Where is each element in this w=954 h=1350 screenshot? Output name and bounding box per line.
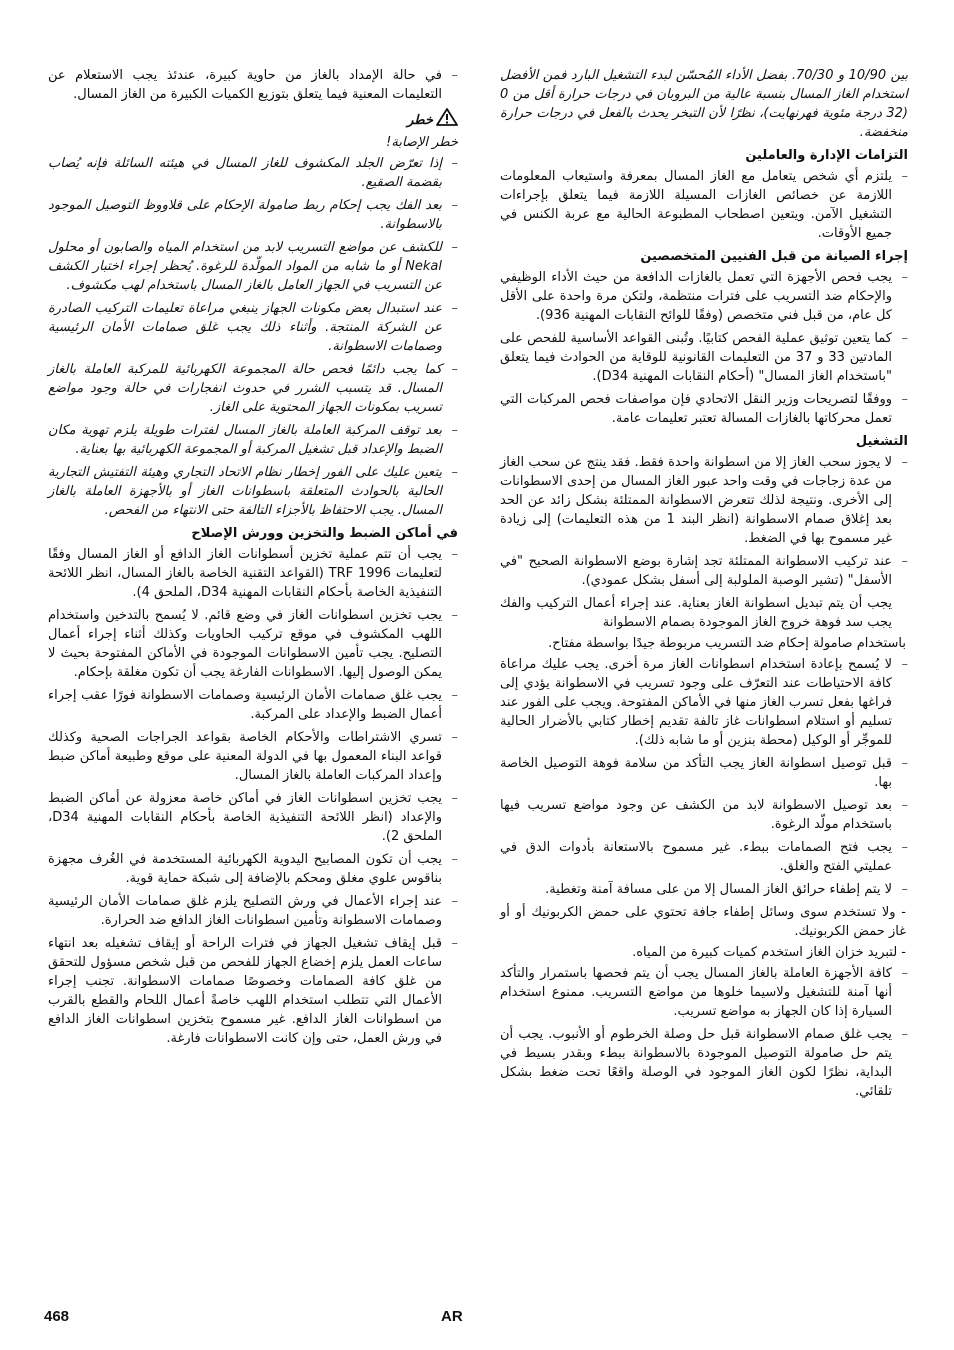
list-item: – عند إجراء الأعمال في ورش التصليح يلزم غلق صمامات الأمان الرئيسية وصمامات الاسطوانة وتأمين اسطوانات الغاز الدافع ضد الحرارة.	[48, 894, 458, 928]
list-item: – يلتزم أي شخص يتعامل مع الغاز المسال بمعرفة واستيعاب المعلومات اللازمة عن خصائص الغازات المسيلة اللازمة فيما يتعلق بإجراءات التشغيل الآمن. ويتعين اصطحاب المطبوعة الحالية مع عربة الكنس في جميع الأوقات.	[500, 169, 908, 241]
danger-subtitle: خطر الإصابة!	[386, 135, 458, 150]
warning-triangle-icon	[436, 108, 458, 133]
dash-bullet: –	[451, 791, 458, 806]
list-item: – للكشف عن مواضع التسريب لابد من استخدام المياه والصابون أو محلول Nekal أو ما شابه من المواد المولّدة للرغوة. يُحظر إجراء اختبار الكشف عن التسريب في الجهاز العامل بالغاز المسال باستخدام لهب مكشوف.	[48, 240, 458, 293]
dash-bullet: –	[451, 240, 458, 255]
intro-paragraph: بين 10/90 و 70/30. بفضل الأداء المُحسّن لبدء التشغيل البارد فمن الأفضل استخدام الغاز المسال بنسبة عالية من البروبان في درجات حرارة أقل من 0 (32 درجة مئوية فهرنهايت)، نظرًا لأن التبخر يحدث بالفعل في درجات حرارة منخفضة.	[500, 68, 908, 140]
dash-bullet: –	[901, 169, 908, 184]
maintenance-list	[500, 268, 908, 428]
cooling-note: - لتبريد خزان الغاز استخدم كميات كبيرة من المياه.	[632, 945, 906, 960]
operation-list-3	[500, 964, 908, 1101]
dash-bullet: –	[901, 756, 908, 771]
list-item: – كما يتعين توثيق عملية الفحص كتابيًا. وتُبنى القواعد الأساسية للفحص على المادتين 33 و 37 من التعليمات القانونية للوقاية من الحوادث فيما يتعلق "باستخدام الغاز المسال" (أحكام النقابات المهنية D34).	[500, 331, 908, 384]
list-item: – بعد الفك يجب إحكام ربط صامولة الإحكام على قلاووظ التوصيل الموجود بالاسطوانة.	[48, 198, 458, 232]
dash-bullet: –	[451, 198, 458, 213]
dash-bullet: –	[901, 882, 908, 897]
list-item: – إذا تعرّض الجلد المكشوف للغاز المسال في هيئته السائلة فإنه يُصاب بقضمة الصقيع.	[48, 156, 458, 190]
dash-bullet: –	[901, 392, 908, 407]
list-item: – يتعين عليك على الفور إخطار نظام الاتحاد التجاري وهيئة التفتيش التجارية الحالية بالحوادث المتعلقة باسطوانات الغاز أو بالأجهزة العاملة بالغاز المسال. يجب الاحتفاظ بالأجزاء التالفة حتى الانتهاء من الفحص.	[48, 465, 458, 518]
dash-bullet: –	[901, 554, 908, 569]
list-item: – تسري الاشتراطات والأحكام الخاصة بقواعد الجراجات الصحية وكذلك قواعد البناء المعمول بها في الدولة المعنية على موقع وطبيعة أماكن ضبط وإعداد المركبات العاملة بالغاز المسال.	[48, 730, 458, 783]
list-item: – في حالة الإمداد بالغاز من حاوية كبيرة، عندئذ يجب الاستعلام عن التعليمات المعنية فيما يتعلق بتوزيع الكميات الكبيرة من الغاز المسال.	[48, 68, 458, 102]
dash-bullet: –	[901, 966, 908, 981]
dash-bullet: –	[451, 936, 458, 951]
dash-bullet: –	[901, 331, 908, 346]
obligations-list	[500, 167, 908, 243]
dash-bullet: –	[901, 1027, 908, 1042]
operation-list	[500, 453, 908, 590]
list-item: – لا يجوز سحب الغاز إلا من اسطوانة واحدة فقط. فقد ينتج عن سحب الغاز من عدة زجاجات في وقت واحد عبور الغاز المسال من إحدى الاسطوانات إلى الأخرى. ونتيجة لذلك تتعرض الاسطوانة الممتلئة بشكل زائد عن الحد بعد إغلاق صمام الاسطوانة (انظر البند 1 من هذه التعليمات) إلى زيادة غير مسموح بها في الضغط.	[500, 455, 908, 546]
dash-bullet: –	[901, 455, 908, 470]
extinguish-note: - ولا تستخدم سوى وسائل إطفاء جافة تحتوي على حمض الكربونيك أو أو غاز حمض الكربونيك.	[500, 905, 906, 939]
danger-heading	[48, 108, 458, 133]
dash-bullet: –	[451, 465, 458, 480]
list-item: – يجب فحص الأجهزة التي تعمل بالغازات الدافعة من حيث الأداء الوظيفي والإحكام ضد التسريب على فترات منتظمة، ولتكن مرة واحدة على الأقل كل عام، من قبل فني متخصص (وفقًا للوائح النقابات المهنية 936).	[500, 270, 908, 323]
list-item: – يجب أن تكون المصابيح اليدوية الكهربائية المستخدمة في الغُرف مجهزة بناقوس علوي مغلق ومحكم بالإضافة إلى شبكة حماية قوية.	[48, 852, 458, 886]
obligations-heading: التزامات الإدارة والعاملين	[745, 148, 908, 163]
dash-bullet: –	[451, 852, 458, 867]
list-item: – يجب فتح الصمامات ببطء. غير مسموح بالاستعانة بأدوات الدق في عمليتي الفتح والغلق.	[500, 840, 908, 874]
dash-bullet: –	[451, 608, 458, 623]
maintenance-heading: إجراء الصيانة من قبل الفنيين المتخصصين	[640, 249, 908, 264]
page-number: 468	[44, 1308, 70, 1325]
dash-bullet: –	[451, 730, 458, 745]
list-item: – عند استبدال بعض مكونات الجهاز ينبغي مراعاة تعليمات التركيب الصادرة عن الشركة المنتجة. وأثناء ذلك يجب غلق صمامات الأمان الرئيسية وصمامات الاسطوانة.	[48, 301, 458, 354]
list-item: – عند تركيب الاسطوانة الممتلئة تجد إشارة بوضع الاسطوانة الصحيح "في الأسفل" (تشير الوصبة الملولبة إلى أسفل بشكل عمودي).	[500, 554, 908, 588]
intro-list	[48, 66, 458, 104]
dash-bullet: –	[901, 798, 908, 813]
operation-heading: التشغيل	[855, 434, 908, 449]
operation-paragraph: يجب أن يتم تبديل اسطوانة الغاز بعناية. عند إجراء أعمال التركيب والفك يجب سد فوهة خروج الغاز الموجودة بصمام الاسطوانة	[500, 596, 892, 630]
list-item: – بعد توقف المركبة العاملة بالغاز المسال لفترات طويلة يلزم تهوية مكان الضبط والإعداد قبل تشغيل المركبة أو المجموعة الكهربائية بها بعناية.	[48, 423, 458, 457]
dash-bullet: –	[451, 362, 458, 377]
list-item: – يجب أن تتم عملية تخزين أسطوانات الغاز الدافع أو الغاز المسال وفقًا لتعليمات TRF 1996 (القواعد التقنية الخاصة بالغاز المسال، انظر اللائحة التنفيذية الخاصة بأحكام النقابات المهنية D34، الملحق 4).	[48, 547, 458, 600]
dash-bullet: –	[451, 68, 458, 83]
storage-heading: في أماكن الضبط والتخزين وورش الإصلاح	[191, 526, 458, 541]
danger-title: خطر	[407, 112, 433, 128]
list-item: – يجب غلق صمامات الأمان الرئيسية وصمامات الاسطوانة فورًا عقب إجراء أعمال الضبط والإعداد على المركبة.	[48, 688, 458, 722]
list-item: – يجب تخزين اسطوانات الغاز في وضع قائم. لا يُسمح بالتدخين واستخدام اللهب المكشوف في موقع تركيب الحاويات وكذلك أثناء إجراء أعمال التصليح. يجب تأمين الاسطوانات الموجودة في الأماكن المفتوحة بحيث لا يمكن الوصول إليها. الاسطوانات الفارغة يجب أن تكون مغلقة بإحكام.	[48, 608, 458, 680]
dash-bullet: –	[451, 156, 458, 171]
dash-bullet: –	[451, 688, 458, 703]
list-item: – لا يتم إطفاء حرائق الغاز المسال إلا من على مسافة آمنة وتغطية.	[545, 882, 908, 897]
danger-list	[48, 154, 458, 520]
language-code: AR	[441, 1308, 463, 1325]
list-item: – كافة الأجهزة العاملة بالغاز المسال يجب أن يتم فحصها باستمرار والتأكد أنها آمنة للتشغيل ولاسيما خلوها من مواضع التسريب. ممنوع استخدام السيارة إذا كان الجهاز به مواضع تسريب.	[500, 966, 908, 1019]
list-item: – يجب تخزين اسطوانات الغاز في أماكن خاصة معزولة عن أماكن الضبط والإعداد (انظر اللائحة التنفيذية الخاصة بأحكام النقابات المهنية D34، الملحق 2).	[48, 791, 458, 844]
operation-list-2	[500, 655, 908, 899]
list-item: – كما يجب دائمًا فحص حالة المجموعة الكهربائية للمركبة العاملة بالغاز المسال. قد يتسبب الشرر في حدوث انفجارات في حالة وجود مواضع تسريب بمكونات الجهاز المحتوية على الغاز.	[48, 362, 458, 415]
dash-bullet: –	[451, 423, 458, 438]
left-column	[48, 66, 458, 1052]
list-item: – قبل إيقاف تشغيل الجهاز في فترات الراحة أو إيقاف تشغيله بعد انتهاء ساعات العمل يلزم إخضاع الجهاز للفحص من قبل شخص مسؤول للتحقق من غلق كافة الصمامات وخصوصًا صمامات الاسطوانة. تجنب إجراء الأعمال التي تتطلب استخدام اللهب خاصةً أعمال اللحام والقطع بالقرب من اسطوانات الغاز الدافع. غير مسموح بتخزين اسطوانات الغاز الدافع في ورش العمل، حتى وإن كانت الاسطوانات فارغة.	[48, 936, 458, 1046]
list-item: – قبل توصيل اسطوانة الغاز يجب التأكد من سلامة فوهة التوصيل الخاصة بها.	[500, 756, 908, 790]
dash-bullet: –	[901, 840, 908, 855]
dash-bullet: –	[451, 894, 458, 909]
list-item: – بعد توصيل الاسطوانة لابد من الكشف عن وجود مواضع تسريب فيها باستخدام مولّد الرغوة.	[500, 798, 908, 832]
dash-bullet: –	[451, 301, 458, 316]
dash-bullet: –	[901, 657, 908, 672]
operation-paragraph-end: باستخدام صامولة إحكام ضد التسريب مربوطة جيدًا بواسطة مفتاح.	[548, 636, 906, 651]
storage-list	[48, 545, 458, 1048]
list-item: – ووفقًا لتصريحات وزير النقل الاتحادي فإن مواصفات فحص المركبات التي تعمل محركاتها بالغازات المسالة تعتبر تعليمات عامة.	[500, 392, 908, 426]
list-item: – لا يُسمح بإعادة استخدام اسطوانات الغاز مرة أخرى. يجب عليك مراعاة كافة الاحتياطات عند التعرّف على وجود تسريب في الاسطوانة يؤدي إلى فراغها بفعل تسرب الغاز منها في الأماكن المفتوحة. ويجب على الفور عند تسليم أو استلام اسطوانات غاز تالفة تقديم إخطار كتابي بالأضرار الحالية للموجِّر أو الوكيل (محطة بنزين أو ما شابه ذلك).	[500, 657, 908, 748]
list-item: – يجب غلق صمام الاسطوانة قبل حل وصلة الخرطوم أو الأنبوب. يجب أن يتم حل صامولة التوصيل الموجودة بالاسطوانة ببطء وبقدر بسيط في البداية، نظرًا لكون الغاز الموجود في الوصلة واقعًا تحت ضغط بشكل تلقائي.	[500, 1027, 908, 1099]
dash-bullet: –	[451, 547, 458, 562]
right-column	[500, 66, 908, 1105]
dash-bullet: –	[901, 270, 908, 285]
